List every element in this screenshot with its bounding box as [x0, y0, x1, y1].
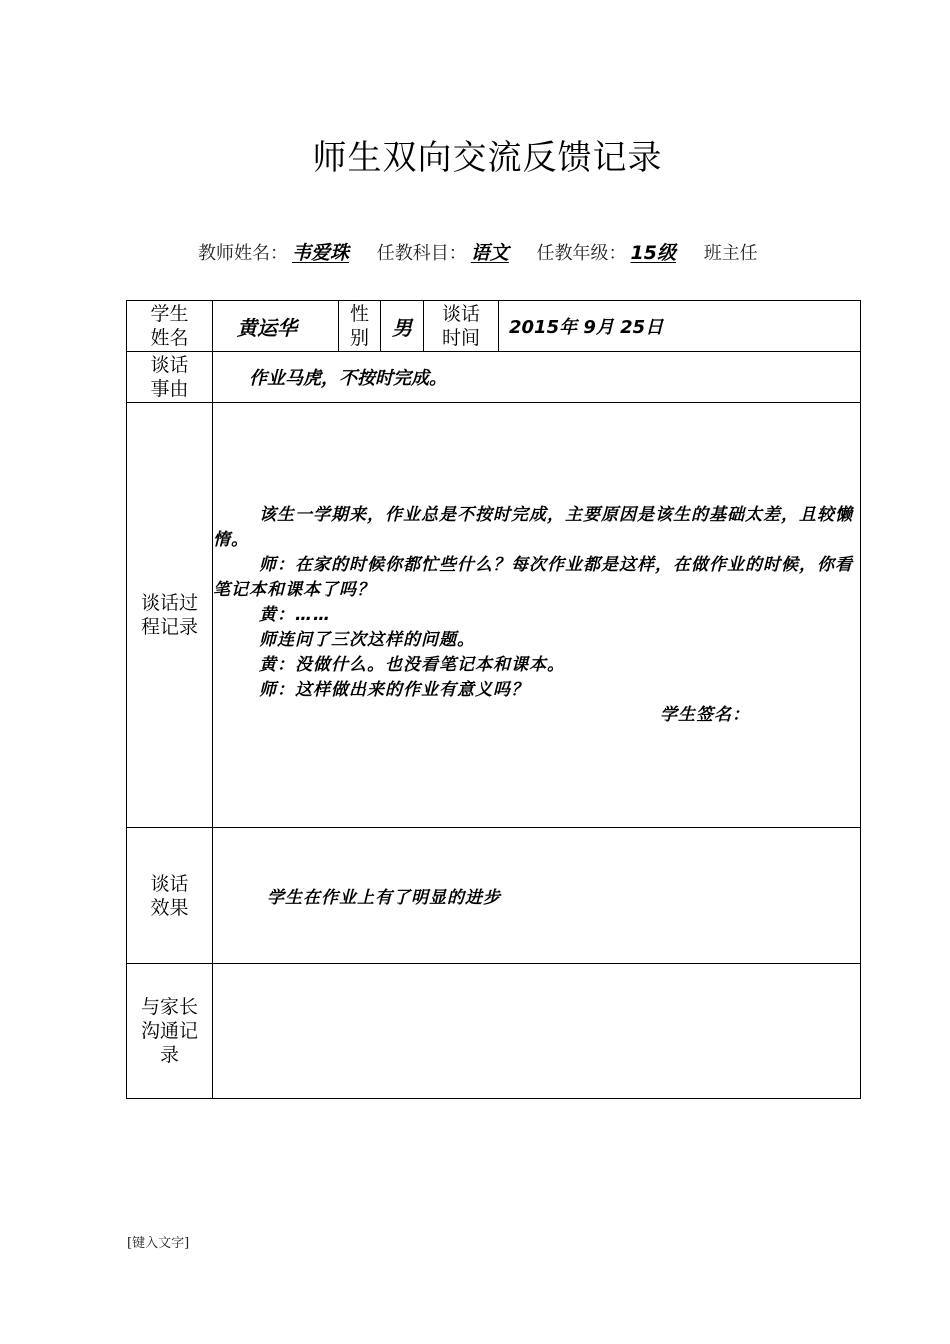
subject-label: 任教科目： [376, 243, 467, 264]
student-name-value: 黄运华 [213, 301, 339, 352]
reason-value: 作业马虎，不按时完成。 [213, 352, 861, 403]
parent-communication-value [213, 964, 861, 1099]
role-label: 班主任 [703, 243, 758, 264]
subject-value: 语文 [470, 242, 509, 264]
student-name-label: 学生姓名 [127, 301, 213, 352]
table-row [127, 964, 861, 1099]
process-line: 师连问了三次这样的问题。 [259, 629, 475, 650]
reason-label: 谈话事由 [127, 352, 213, 403]
process-record [213, 403, 861, 828]
process-line: 该生一学期来，作业总是不按时完成，主要原因是该生的基础太差，且较懒惰。 [213, 504, 853, 550]
effect-value: 学生在作业上有了明显的进步 [213, 828, 861, 964]
table-row [127, 301, 861, 352]
grade-label: 任教年级： [536, 243, 627, 264]
parent-communication-label: 与家长沟通记录 [127, 964, 213, 1099]
process-line: 黄：…… [259, 604, 331, 625]
effect-label: 谈话效果 [127, 828, 213, 964]
teacher-name-label: 教师姓名： [198, 243, 288, 264]
talk-time-value: 2015年 9月 25日 [499, 301, 861, 352]
table-row [127, 403, 861, 828]
gender-label: 性别 [339, 301, 381, 352]
footer-placeholder: [键入文字] [127, 1236, 190, 1251]
document-title: 师生双向交流反馈记录 [312, 138, 663, 178]
gender-value: 男 [381, 301, 424, 352]
process-line: 师：在家的时候你都忙些什么？每次作业都是这样，在做作业的时候，你看笔记本和课本了吗？ [213, 554, 853, 600]
teacher-name-value: 韦爱珠 [292, 242, 350, 264]
table-row [127, 352, 861, 403]
teacher-info-line [198, 238, 758, 265]
table-row [127, 828, 861, 964]
process-line: 师：这样做出来的作业有意义吗？ [259, 679, 529, 700]
student-signature-label: 学生签名： [660, 704, 750, 725]
talk-time-label: 谈话时间 [424, 301, 499, 352]
process-label: 谈话过程记录 [127, 403, 213, 828]
feedback-record-table [126, 300, 861, 1099]
process-line: 黄：没做什么。也没看笔记本和课本。 [259, 654, 565, 675]
grade-value: 15级 [630, 242, 676, 264]
